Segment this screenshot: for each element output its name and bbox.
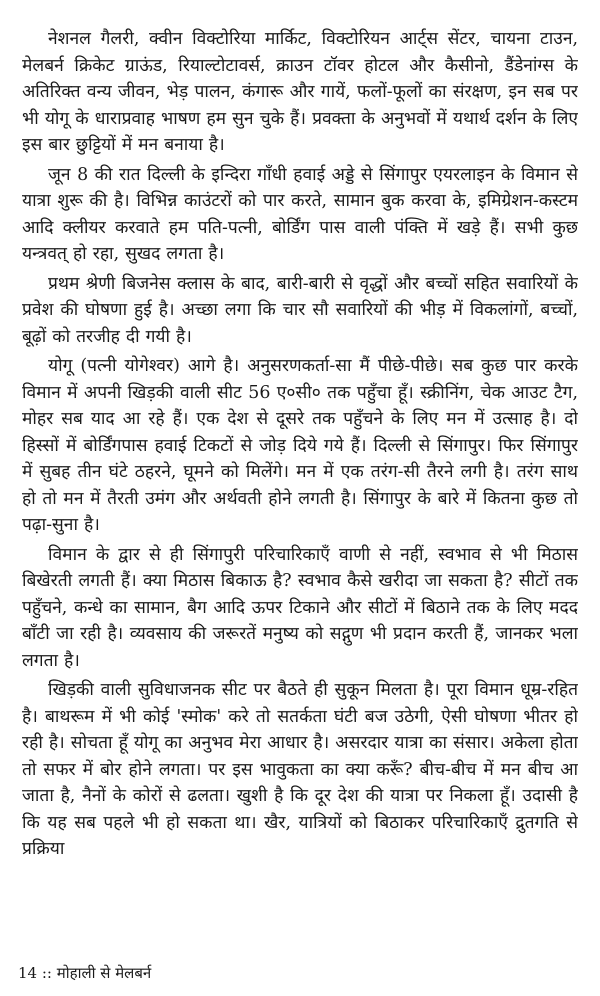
paragraph-6: खिड़की वाली सुविधाजनक सीट पर बैठते ही सुकून मिलता है। पूरा विमान धूम्र-रहित है। बाथरूम में भी कोई 'स्मोक' करे तो सतर्कता घंटी बज उठेगी, ऐसी घोषणा भीतर हो रही है। सोचता हूँ योगू का अनुभव मेरा आधार है। असरदार यात्रा का संसार। अकेला होता तो सफर में बोर होने लगता। पर इस भावुकता का क्या करूँ? बीच-बीच में मन बीच आ जाता है, नैनों के कोरों से ढलता। खुशी है कि दूर देश की यात्रा पर निकला हूँ। उदासी है कि यह सब पहले भी हो सकता था। खैर, यात्रियों को बिठाकर परिचारिकाएँ द्रुतगति से प्रक्रिया: [22, 680, 578, 859]
footer-separator: ::: [41, 964, 52, 982]
page-body: [22, 26, 578, 956]
paragraph-3: प्रथम श्रेणी बिजनेस क्लास के बाद, बारी-बारी से वृद्धों और बच्चों सहित सवारियों के प्रवेश की घोषणा हुई है। अच्छा लगा कि चार सौ सवारियों की भीड़ में विकलांगों, बच्चों, बूढ़ों को तरजीह दी गयी है।: [22, 273, 578, 347]
paragraph-4: योगू (पत्नी योगेश्वर) आगे है। अनुसरणकर्ता-सा मैं पीछे-पीछे। सब कुछ पार करके विमान में अपनी खिड़की वाली सीट 56 ए०सी० तक पहुँचा हूँ। स्क्रीनिंग, चेक आउट टैग, मोहर सब याद आ रहे हैं। एक देश से दूसरे तक पहुँचने के लिए मन में उत्साह है। दो हिस्सों में बोर्डिंगपास हवाई टिकटों से जोड़ दिये गये हैं। दिल्ली से सिंगापुर। फिर सिंगापुर में सुबह तीन घंटे ठहरने, घूमने को मिलेंगे। मन में एक तरंग-सी तैरने लगी है। तरंग साथ हो तो मन में तैरती उमंग और अर्थवती होने लगती है। सिंगापुर के बारे में कितना कुछ तो पढ़ा-सुना है।: [22, 356, 578, 535]
book-title: मोहाली से मेलबर्न: [56, 964, 152, 982]
page-number: 14: [18, 964, 38, 982]
paragraph-2: जून 8 की रात दिल्ली के इन्दिरा गाँधी हवाई अड्डे से सिंगापुर एयरलाइन के विमान से यात्रा शुरू की है। विभिन्न काउंटरों को पार करते, सामान बुक करवा के, इमिग्रेशन-कस्टम आदि क्लीयर करवाते हम पति-पत्नी, बोर्डिंग पास वाली पंक्ति में खड़े हैं। सभी कुछ यन्त्रवत् हो रहा, सुखद लगता है।: [22, 164, 578, 264]
paragraph-1: नेशनल गैलरी, क्वीन विक्टोरिया मार्किट, विक्टोरियन आर्ट्स सेंटर, चायना टाउन, मेलबर्न क्रिकेट ग्राऊंड, रियाल्टोटावर्स, क्राउन टॉवर होटल और कैसीनो, डैंडेनांग्स के अतिरिक्त वन्य जीवन, भेड़ पालन, कंगारू और गायें, फलों-फूलों का संरक्षण, इन सब पर भी योगू के धाराप्रवाह भाषण हम सुन चुके हैं। प्रवक्ता के अनुभवों में यथार्थ दर्शन के लिए इस बार छुट्टियों में मन बनाया है।: [22, 29, 578, 155]
paragraph-5: विमान के द्वार से ही सिंगापुरी परिचारिकाएँ वाणी से नहीं, स्वभाव से भी मिठास बिखेरती लगती हैं। क्या मिठास बिकाऊ है? स्वभाव कैसे खरीदा जा सकता है? सीटों तक पहुँचने, कन्धे का सामान, बैग आदि ऊपर टिकाने और सीटों में बिठाने तक के लिए मदद बाँटी जा रही है। व्यवसाय की जरूरतें मनुष्य को सद्गुण भी प्रदान करती हैं, जानकर भला लगता है।: [22, 544, 578, 671]
page-footer: [18, 963, 151, 983]
